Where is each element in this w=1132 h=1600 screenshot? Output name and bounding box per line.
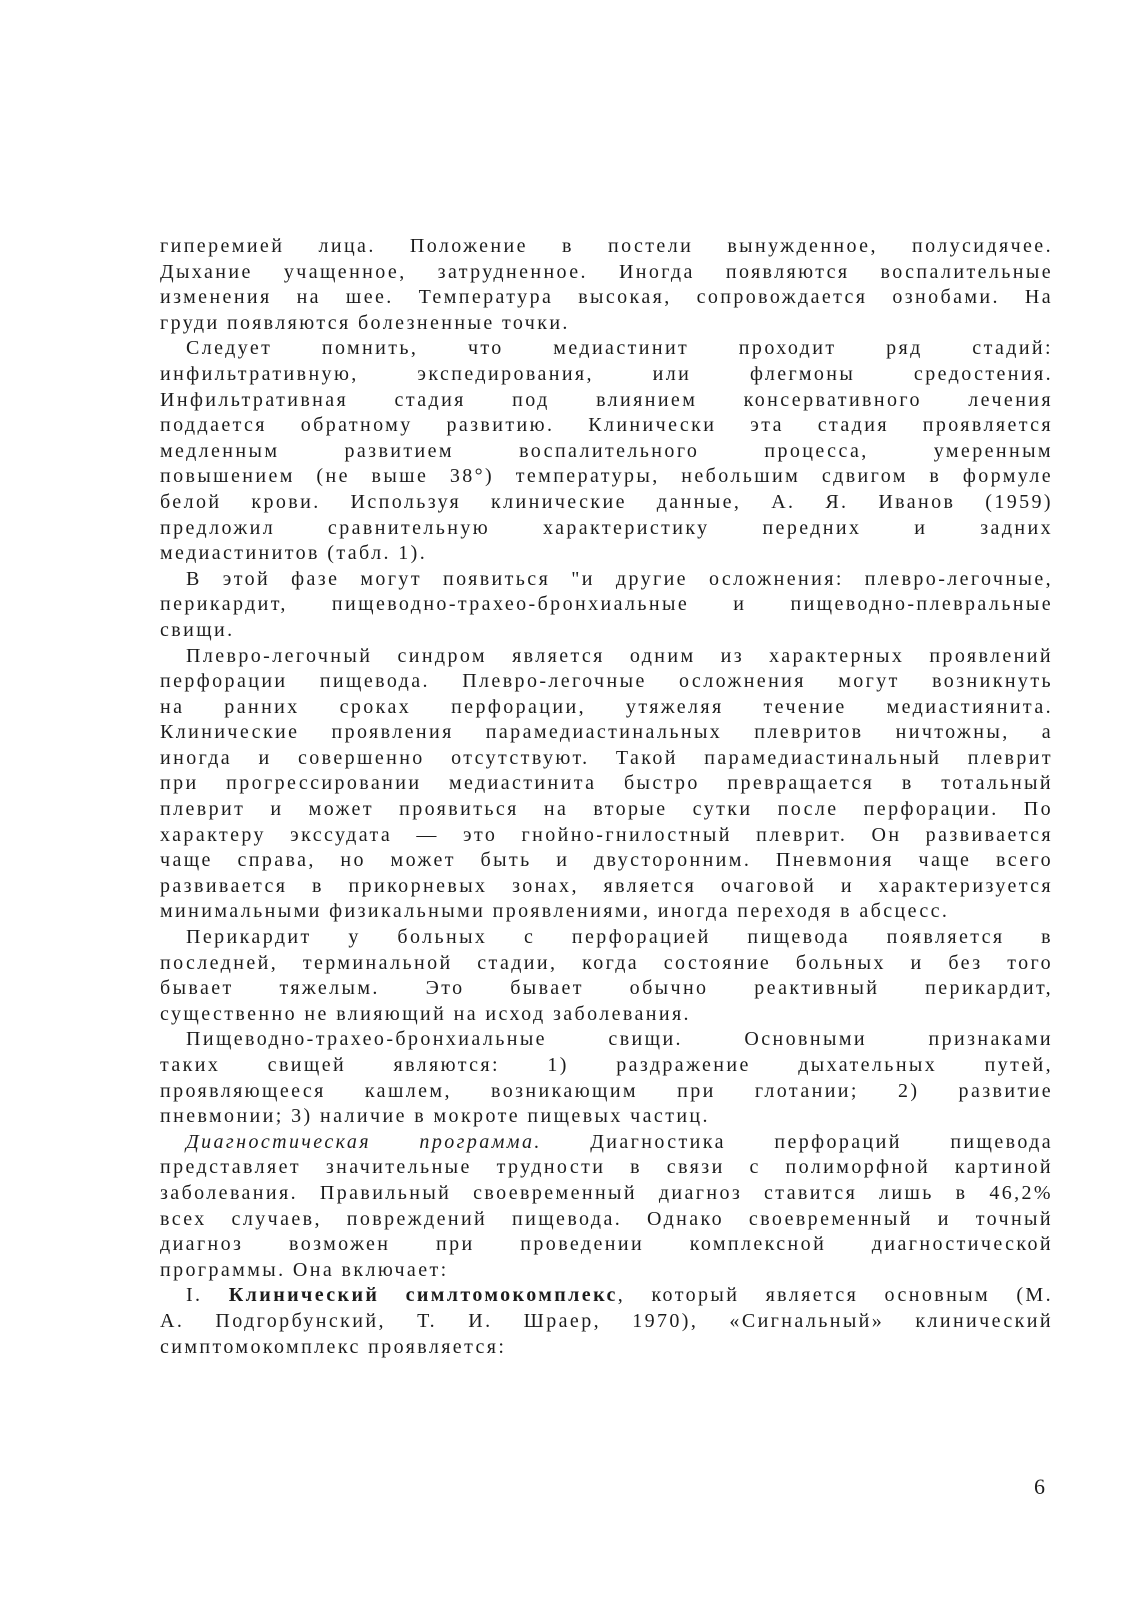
- text-line-content: , который является основным (М.: [617, 1284, 1053, 1307]
- text-line: [160, 644, 1053, 670]
- text-line: поддается обратному развитию. Клинически эта стадия проявляется: [160, 414, 1053, 437]
- text-line: [160, 1283, 1053, 1309]
- text-line: чаще справа, но может быть и двусторонним. Пневмония чаще всего: [160, 849, 1053, 872]
- text-line: груди появляются болезненные точки.: [160, 311, 570, 334]
- text-line: белой крови. Используя клинические данные, А. Я. Иванов (1959): [160, 490, 1053, 513]
- text-line: медленным развитием воспалительного процесса, умеренным: [160, 439, 1053, 462]
- text-line: характеру экссудата — это гнойно-гнилостный плеврит. Он развивается: [160, 823, 1053, 846]
- list-item-heading: Клинический симлтомокомплекс: [228, 1284, 618, 1307]
- text-line: при прогрессировании медиастинита быстро превращается в тотальный: [160, 772, 1053, 795]
- text-line-content: Перикардит у больных с перфорацией пищевода появляется в: [186, 926, 1053, 949]
- text-line: последней, терминальной стадии, когда состояние больных и без того: [160, 951, 1053, 974]
- text-line: [160, 336, 1053, 362]
- text-line: предложил сравнительную характеристику передних и задних: [160, 516, 1053, 539]
- text-line: медиастинитов (табл. 1).: [160, 542, 428, 565]
- text-line: всех случаев, повреждений пищевода. Однако своевременный и точный: [160, 1207, 1053, 1230]
- text-line-content: В этой фазе могут появиться "и другие осложнения: плевро-легочные,: [186, 567, 1053, 590]
- text-line: на ранних сроках перфорации, утяжеляя течение медиастиянита.: [160, 695, 1053, 718]
- text-line: Инфильтративная стадия под влиянием консервативного лечения: [160, 388, 1053, 411]
- text-line: повышением (не выше 38°) температуры, небольшим сдвигом в формуле: [160, 465, 1053, 488]
- text-line: программы. Она включает:: [160, 1258, 449, 1281]
- text-line: представляет значительные трудности в связи с полиморфной картиной: [160, 1156, 1053, 1179]
- text-line: [160, 925, 1053, 951]
- text-line: проявляющееся кашлем, возникающим при глотании; 2) развитие: [160, 1079, 1053, 1102]
- page-number: 6: [1034, 1474, 1045, 1499]
- text-line: существенно не влияющий на исход заболевания.: [160, 1002, 691, 1025]
- text-line: А. Подгорбунский, Т. И. Шраер, 1970), «Сигнальный» клинический: [160, 1309, 1053, 1332]
- text-line: минимальными физикальными проявлениями, иногда переходя в абсцесс.: [160, 900, 950, 923]
- section-heading: Диагностическая программа.: [186, 1130, 542, 1153]
- text-line-content: Плевро-легочный синдром является одним из характерных проявлений: [186, 644, 1053, 667]
- text-line: Дыхание учащенное, затрудненное. Иногда появляются воспалительные: [160, 260, 1053, 283]
- text-line: заболевания. Правильный своевременный диагноз ставится лишь в 46,2%: [160, 1181, 1053, 1204]
- text-line: симптомокомплекс проявляется:: [160, 1335, 507, 1358]
- text-line: Клинические проявления парамедиастинальных плевритов ничтожны, а: [160, 721, 1053, 744]
- text-line: [160, 567, 1053, 593]
- text-line: перикардит, пищеводно-трахео-бронхиальные и пищеводно-плевральные: [160, 593, 1053, 616]
- text-line: плеврит и может проявиться на вторые сутки после перфорации. По: [160, 798, 1053, 821]
- text-line: изменения на шее. Температура высокая, сопровождается ознобами. На: [160, 286, 1053, 309]
- list-number: I.: [186, 1284, 203, 1307]
- text-line: гиперемией лица. Положение в постели вынужденное, полусидячее.: [160, 235, 1053, 257]
- text-line: пневмонии; 3) наличие в мокроте пищевых частиц.: [160, 1105, 710, 1128]
- body-text: [160, 234, 1053, 1360]
- text-line: инфильтративную, экспедирования, или флегмоны средостения.: [160, 362, 1053, 385]
- text-line: перфорации пищевода. Плевро-легочные осложнения могут возникнуть: [160, 670, 1053, 693]
- text-line: бывает тяжелым. Это бывает обычно реактивный перикардит,: [160, 977, 1053, 1000]
- text-line: [160, 1027, 1053, 1053]
- text-line: развивается в прикорневых зонах, является очаговой и характеризуется: [160, 874, 1053, 897]
- text-line-content: Следует помнить, что медиастинит проходит ряд стадий:: [186, 337, 1053, 360]
- text-line: [160, 1130, 1053, 1156]
- text-line: свищи.: [160, 618, 235, 641]
- text-line: диагноз возможен при проведении комплексной диагностической: [160, 1233, 1053, 1256]
- text-line-content: Пищеводно-трахео-бронхиальные свищи. Основными признаками: [186, 1028, 1053, 1051]
- text-line-content: Диагностика перфораций пищевода: [590, 1130, 1053, 1153]
- text-line: таких свищей являются: 1) раздражение дыхательных путей,: [160, 1054, 1053, 1076]
- text-line: иногда и совершенно отсутствуют. Такой парамедиастинальный плеврит: [160, 746, 1053, 769]
